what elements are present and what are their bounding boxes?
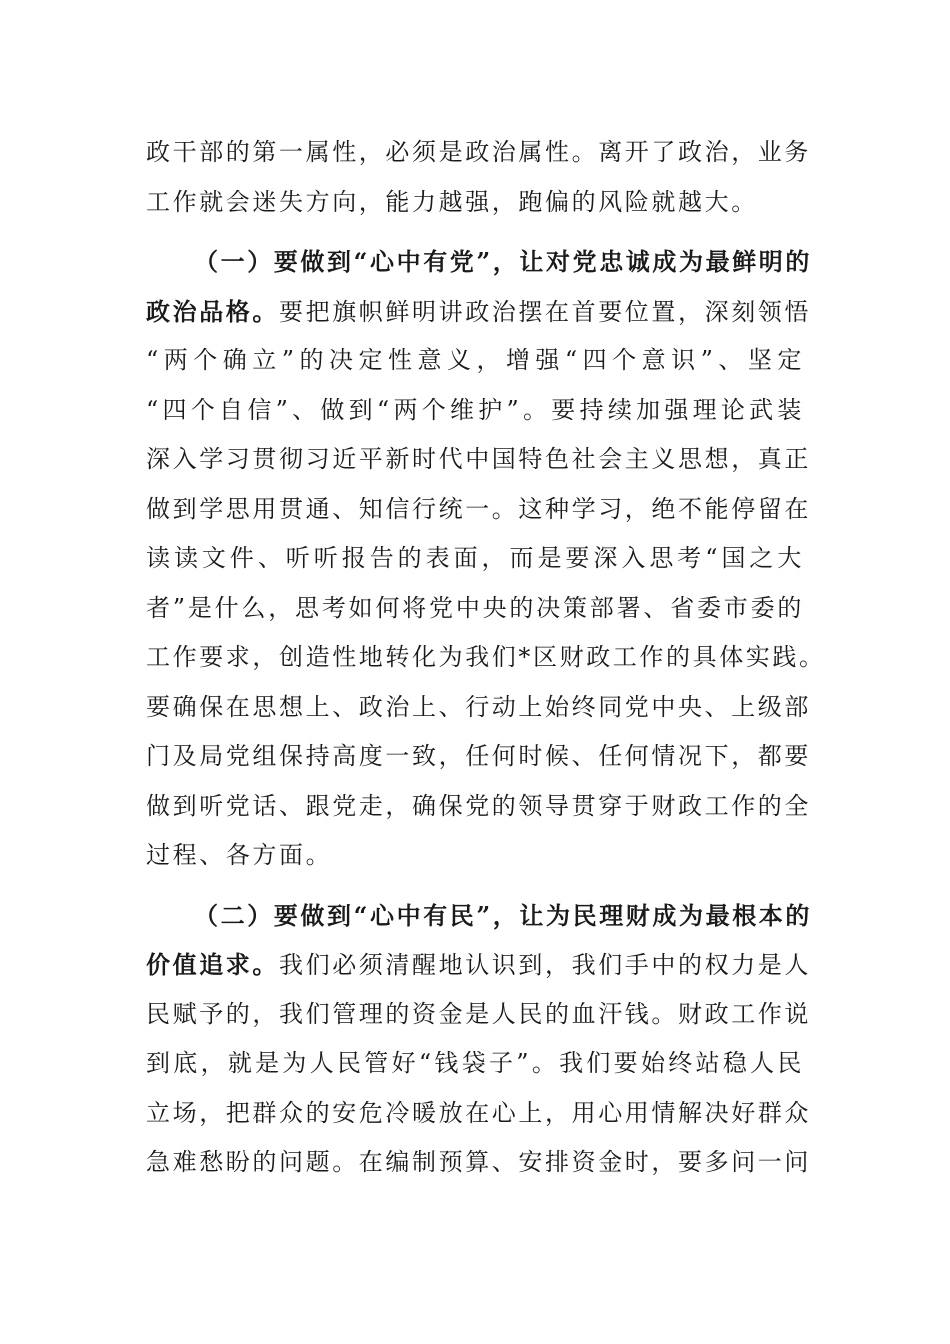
text-line: 到底，就是为人民管好“钱袋子”。我们要始终站稳人民 [146,1049,804,1077]
document-body [146,128,826,1188]
text-line: 民赋予的，我们管理的资金是人民的血汗钱。财政工作说 [146,999,811,1028]
paragraph-section-one [146,237,826,881]
text-line: “两个确立”的决定性意义，增强“四个意识”、坚定 [146,346,804,374]
section-heading-tail: 政治品格。 [146,296,279,326]
text-line: 深入学习贯彻习近平新时代中国特色社会主义思想，真正 [146,445,811,473]
text-line [146,287,811,337]
text-line: 政干部的第一属性，必须是政治属性。离开了政治，业务 [146,138,811,166]
text-segment: 我们必须清醒地认识到，我们手中的权力是人 [279,951,811,979]
text-line: 要确保在思想上、政治上、行动上始终同党中央、上级部 [146,692,811,721]
text-line: 者”是什么，思考如何将党中央的决策部署、省委市委的 [146,593,804,622]
text-line: 做到听党话、跟党走，确保党的领导贯穿于财政工作的全 [146,791,811,820]
section-heading-tail: 价值追求。 [146,950,279,979]
text-line: 过程、各方面。 [146,841,333,869]
text-line: 急难愁盼的问题。在编制预算、安排资金时，要多问一问 [146,1148,811,1176]
text-line: 做到学思用贯通、知信行统一。这种学习，绝不能停留在 [146,494,811,523]
text-line: 工作就会迷失方向，能力越强，跑偏的风险就越大。 [146,187,758,216]
text-line: 工作要求，创造性地转化为我们*区财政工作的具体实践。 [146,643,826,671]
text-line: 立场，把群众的安危冷暖放在心上，用心用情解决好群众 [146,1098,811,1127]
text-line: “四个自信”、做到“两个维护”。要持续加强理论武装 [146,395,804,424]
paragraph-intro [146,128,811,227]
section-heading-line: （一）要做到“心中有党”，让对党忠诚成为最鲜明的 [194,247,813,276]
text-line: 门及局党组保持高度一致，任何时候、任何情况下，都要 [146,742,811,770]
text-line: 读读文件、听听报告的表面，而是要深入思考“国之大 [146,544,804,572]
text-segment: 要把旗帜鲜明讲政治摆在首要位置，深刻领悟 [279,297,811,326]
text-line [146,940,811,990]
paragraph-section-two [146,891,813,1188]
section-heading-line: （二）要做到“心中有民”，让为民理财成为最根本的 [194,900,813,930]
